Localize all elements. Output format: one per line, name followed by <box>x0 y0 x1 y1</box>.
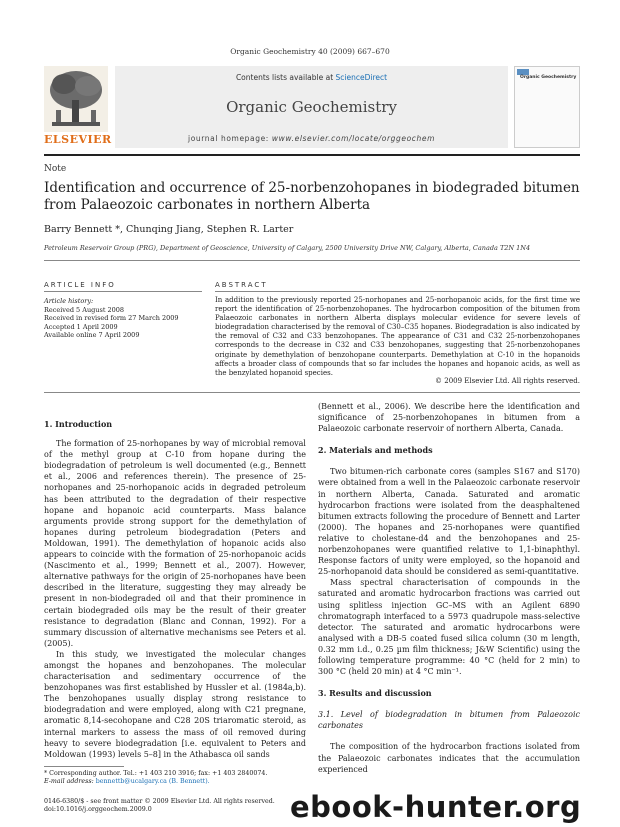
header-divider <box>44 154 580 156</box>
abstract-copyright: © 2009 Elsevier Ltd. All rights reserved. <box>435 377 580 385</box>
paragraph: Two bitumen-rich carbonate cores (samples S167 and S170) were obtained from a well in the Palaeozoic carbonate reservoir in northern Alberta, Canada. Saturated and aromatic hydrocarbon fractions were isolated from the deasphaltened bitumen extracts following the procedure of Bennett and Larter (2000). The hopanes and 25-norhopanes were quantified relative to cholestane-d4 and the benzohopanes and 25-norbenzohopanes were quantified relative to 1,1-binaphthyl. Response factors of unity were employed, so the hopanoid and 25-norhopanoid data should be considered as semi-quantitative. <box>318 467 580 577</box>
section-heading: 3. Results and discussion <box>318 688 432 699</box>
divider <box>215 291 580 292</box>
contents-prefix: Contents lists available at <box>235 73 336 82</box>
front-matter-info <box>44 798 275 814</box>
running-head: Organic Geochemistry 40 (2009) 667–670 <box>230 47 390 56</box>
footnote-divider <box>44 766 124 767</box>
tree-icon <box>44 66 108 132</box>
abstract-text: In addition to the previously reported 25-norhopanes and 25-norhopanoic acids, for the first time we report the identification of 25-norbenzohopanes. The hydrocarbon composition of the bitumen from Palaeozoic carbonates in northern Alberta displays molecular evidence for severe levels of biodegradation characterised by the removal of C30–C35 hopanes. Biodegradation is also indicated by the removal of C32 and C33 benzohopanes. The appearance of C31 and C32 25-norbenzohopanes corresponds to the decrease in C32 and C33 benzohopanes, suggesting that 25-norbenzohopanes originate by demethylation of benzohopane counterparts. Demethylation at C-10 in the hopanoids affects a broader class of compounds that so far includes the hopanes and hopanoic acids, as well as the benzylated hopanoid species. <box>215 296 580 377</box>
history-label: Article history: <box>44 297 94 305</box>
section-heading: 1. Introduction <box>44 419 113 429</box>
divider <box>44 291 202 292</box>
history-item: Received 5 August 2008 <box>44 305 125 314</box>
divider <box>44 260 580 261</box>
article-type: Note <box>44 164 67 174</box>
issn-line: 0146-6380/$ - see front matter © 2009 Elsevier Ltd. All rights reserved. <box>44 798 275 805</box>
history-item: Accepted 1 April 2009 <box>44 322 118 331</box>
article-authors: Barry Bennett *, Chunqing Jiang, Stephen R. Larter <box>44 224 294 235</box>
body-column-left <box>44 419 306 760</box>
article-title: Identification and occurrence of 25-norbenzohopanes in biodegraded bitumen from Palaeozoic carbonates in northern Alberta <box>44 180 580 213</box>
corresponding-author: * Corresponding author. Tel.: +1 403 210 3916; fax: +1 403 2840074. <box>44 770 268 777</box>
article-info-heading: ARTICLE INFO <box>44 281 116 289</box>
abstract-heading: ABSTRACT <box>215 281 268 289</box>
journal-homepage <box>115 134 508 143</box>
journal-cover-thumbnail <box>514 66 580 148</box>
contents-line <box>115 73 508 82</box>
cover-title: Organic Geochemistry <box>520 75 577 80</box>
author-affiliation: Petroleum Reservoir Group (PRG), Department of Geoscience, University of Calgary, 2500 University Drive NW, Calgary, Alberta, Canada T2N 1N4 <box>44 244 531 252</box>
homepage-prefix: journal homepage: <box>188 134 272 143</box>
paragraph: The formation of 25-norhopanes by way of microbial removal of the methyl group at C-10 from hopane during the biodegradation of petroleum is well documented (e.g., Bennett et al., 2006 and references therein). The presence of 25-norhopanes and 25-norhopanoic acids in degraded petroleum has been attributed to the degradation of their respective hopane and hopanoic acid counterparts. Mass balance arguments provide strong support for the demethylation of hopanes during petroleum biodegradation (Peters and Moldowan, 1991). The demethylation of hopanoic acids also appears to coincide with the formation of 25-norhopanoic acids (Nascimento et al., 1999; Bennett et al., 2007). However, alternative pathways for the origin of 25-norhopanes have been described in the literature, suggesting they may already be present in non-biodegraded oil and that their prominence in certain biodegraded oils may be the result of their greater resistance to degradation (Blanc and Connan, 1992). For a summary discussion of alternative mechanisms see Peters et al. (2005). <box>44 439 306 648</box>
email-label: E-mail address: <box>44 778 96 785</box>
author-email[interactable]: bennettb@ucalgary.ca (B. Bennett). <box>95 778 210 785</box>
history-item: Available online 7 April 2009 <box>44 331 140 340</box>
article-history <box>44 297 179 340</box>
section-heading: 2. Materials and methods <box>318 445 433 456</box>
doi-line: doi:10.1016/j.orggeochem.2009.0 <box>44 806 152 813</box>
journal-title: Organic Geochemistry <box>226 98 397 116</box>
paragraph: (Bennett et al., 2006). We describe here the identification and significance of 25-norbenzohopanes in bitumen from a Palaeozoic carbonate reservoir of northern Alberta, Canada. <box>318 402 580 434</box>
subsection-heading: 3.1. Level of biodegradation in bitumen from Palaeozoic carbonates <box>318 710 580 731</box>
paragraph: The composition of the hydrocarbon fractions isolated from the Palaeozoic carbonates indicates that the accumulation experienced <box>318 742 580 774</box>
paragraph: In this study, we investigated the molecular changes amongst the hopanes and benzohopanes. The molecular characterisation and sedimentary occurrence of the benzohopanes was first established by Hussler et al. (1984a,b). The benzohopanes usually display strong resistance to biodegradation and were employed, along with C21 pregnane, aromatic 8,14-secohopane and C28 20S triaromatic steroid, as internal markers to assess the mass of oil removed during heavy to severe biodegradation [i.e. equivalent to Peters and Moldowan (1993) levels 5–8] in the Athabasca oil sands <box>44 649 306 759</box>
body-column-right <box>318 401 580 775</box>
homepage-url[interactable]: www.elsevier.com/locate/orggeochem <box>271 134 435 143</box>
footnote <box>44 770 306 786</box>
paragraph: Mass spectral characterisation of compounds in the saturated and aromatic hydrocarbon fractions was carried out using splitless injection GC–MS with an Agilent 6890 chromatograph interfaced to a 5973 quadrupole mass-selective detector. The saturated and aromatic hydrocarbons were analysed with a DB-5 coated fused silica column (30 m length, 0.32 mm i.d., 0.25 µm film thickness; J&W Scientific) using the following temperature programme: 40 °C (held for 2 min) to 300 °C (held 20 min) at 4 °C min⁻¹. <box>318 578 580 677</box>
publisher-name: ELSEVIER <box>44 133 112 146</box>
history-item: Received in revised form 27 March 2009 <box>44 314 179 323</box>
sciencedirect-link[interactable]: ScienceDirect <box>335 73 388 82</box>
watermark: ebook-hunter.org <box>290 790 582 824</box>
divider <box>44 392 580 393</box>
